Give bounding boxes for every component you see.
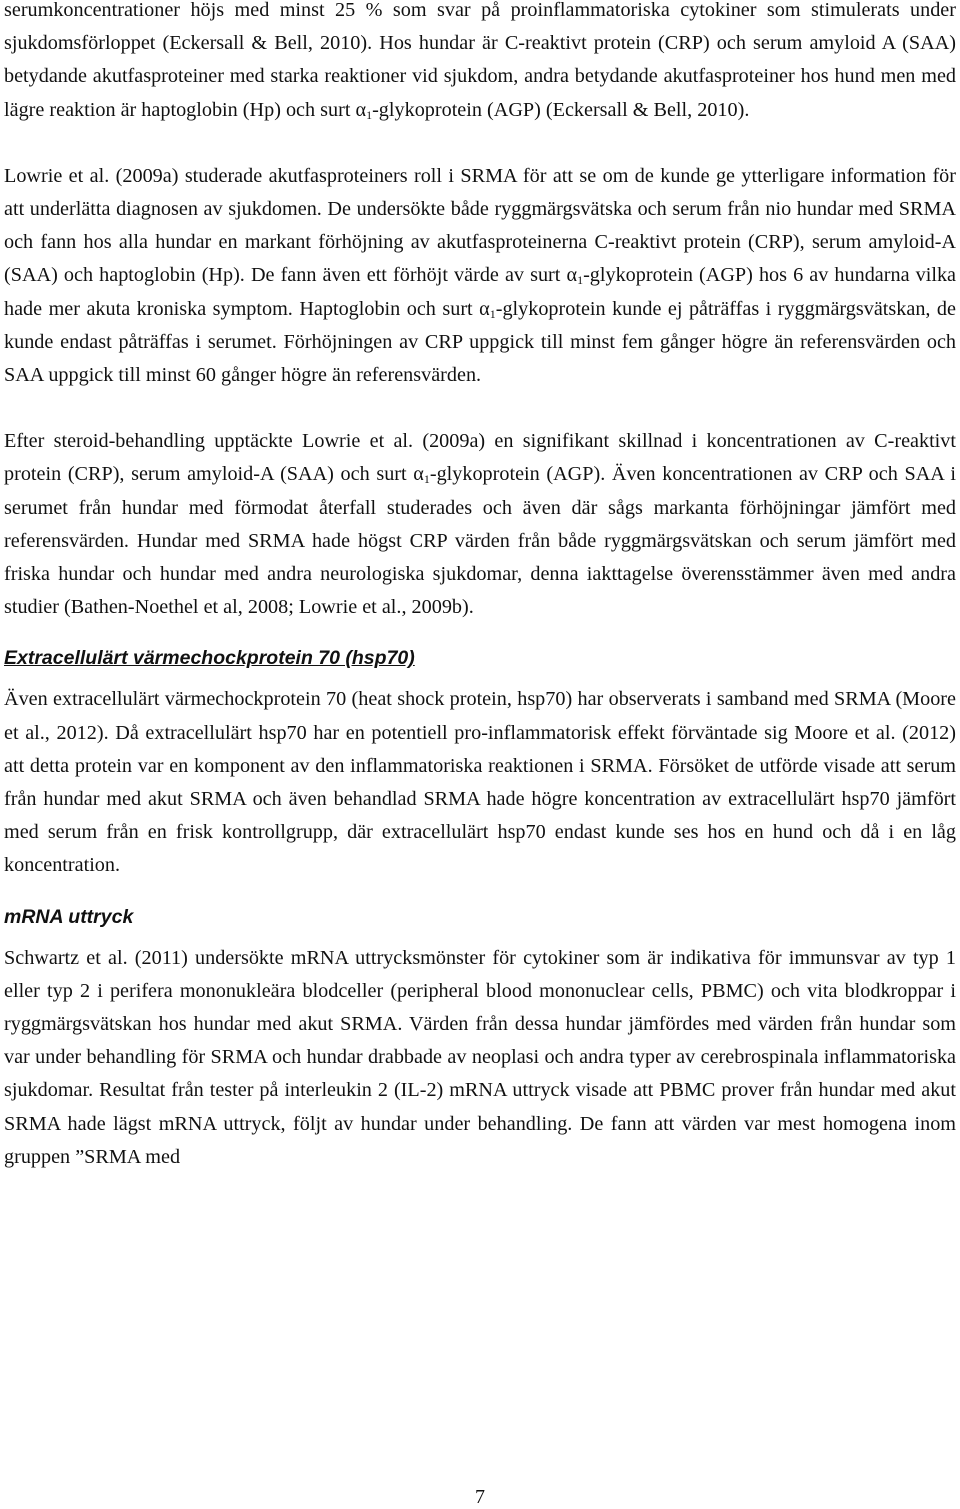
paragraph-mrna: Schwartz et al. (2011) undersökte mRNA uttrycksmönster för cytokiner som är indikativa för immunsvar av typ 1 eller typ 2 i perifera mononukleära blodceller (peripheral blood mononuclear cells, PBMC) och vita blodkroppar i ryggmärgsvätskan hos hundar med akut SRMA. Värden från dessa hundar jämfördes med värden från hundar som var under behandling för SRMA och hundar drabbade av neoplasi och andra typer av cerebrospinala inflammatoriska sjukdomar. Resultat från tester på interleukin 2 (IL-2) mRNA uttryck visade att PBMC prover från hundar med akut SRMA hade lägst mRNA uttryck, följt av hundar under behandling. De fann att värden var mest homogena inom gruppen ”SRMA med xyxy=(4,946,956,1168)
document-body xyxy=(4,0,956,1174)
paragraph-acute-phase-proteins: serumkoncentrationer höjs med minst 25 % som svar på proinflammatoriska cytokiner som stimulerats under sjukdomsförloppet (Eckersall & Bell, 2010). Hos hundar är C-reaktivt protein (CRP) och serum amyloid A (SAA) betydande akutfasproteiner med starka reaktioner vid sjukdom, andra betydande akutfasproteiner hos hund men med lägre reaktion är haptoglobin (Hp) och surt $\alpha_1$-glykoprotein (AGP) (Eckersall & Bell, 2010). xyxy=(4,0,956,122)
paragraph-lowrie-study: Lowrie et al. (2009a) studerade akutfasproteiners roll i SRMA för att se om de kunde ge ytterligare information för att underlätta diagnosen av sjukdomen. De undersökte både ryggmärgsvätska och serum från nio hundar med SRMA och fann hos alla hundar en markant förhöjning av akutfasproteinerna C-reaktivt protein (CRP), serum amyloid-A (SAA) och haptoglobin (Hp). De fann även ett förhöjt värde av surt $\alpha_1$-glykoprotein (AGP) hos 6 av hundarna vilka hade mer akuta kroniska symptom. Haptoglobin och surt $\alpha_1$-glykoprotein kunde ej påträffas i ryggmärgsvätskan, de kunde endast påträffas i serumet. Förhöjningen av CRP uppgick till minst fem gånger högre än referensvärden och SAA uppgick till minst 60 gånger högre än referensvärden. xyxy=(4,164,956,387)
paragraph-hsp70: Även extracellulärt värmechockprotein 70 (heat shock protein, hsp70) har observerats i samband med SRMA (Moore et al., 2012). Då extracellulärt hsp70 har en potentiell pro-inflammatorisk effekt förväntade sig Moore et al. (2012) att detta protein var en komponent av den inflammatoriska reaktionen i SRMA. Försöket de utförde visade att serum från hundar med akut SRMA och även behandlad SRMA hade högre koncentration av extracellulärt hsp70 jämfört med serum från en frisk kontrollgrupp, där extracellulärt hsp70 endast kunde ses hos en hund och då i en låg koncentration. xyxy=(4,688,956,877)
paragraph-steroid-treatment: Efter steroid-behandling upptäckte Lowrie et al. (2009a) en signifikant skillnad i koncentrationen av C-reaktivt protein (CRP), serum amyloid-A (SAA) och surt $\alpha_1$-glykoprotein (AGP). Även koncentrationen av CRP och SAA i serumet från hundar med förmodat återfall studerades och även där sågs markanta förhöjningar jämfört med referensvärden. Hundar med SRMA hade högst CRP värden från både ryggmärgsvätskan och serum jämfört med friska hundar och hundar med andra neurologiska sjukdomar, denna iakttagelse överensstämmer även med andra studier (Bathen-Noethel et al, 2008; Lowrie et al., 2009b). xyxy=(4,430,956,619)
section-heading-mrna: mRNA uttryck xyxy=(4,905,134,928)
page-number: 7 xyxy=(475,1486,485,1508)
section-heading-hsp70: Extracellulärt värmechockprotein 70 (hsp70) xyxy=(4,647,415,670)
